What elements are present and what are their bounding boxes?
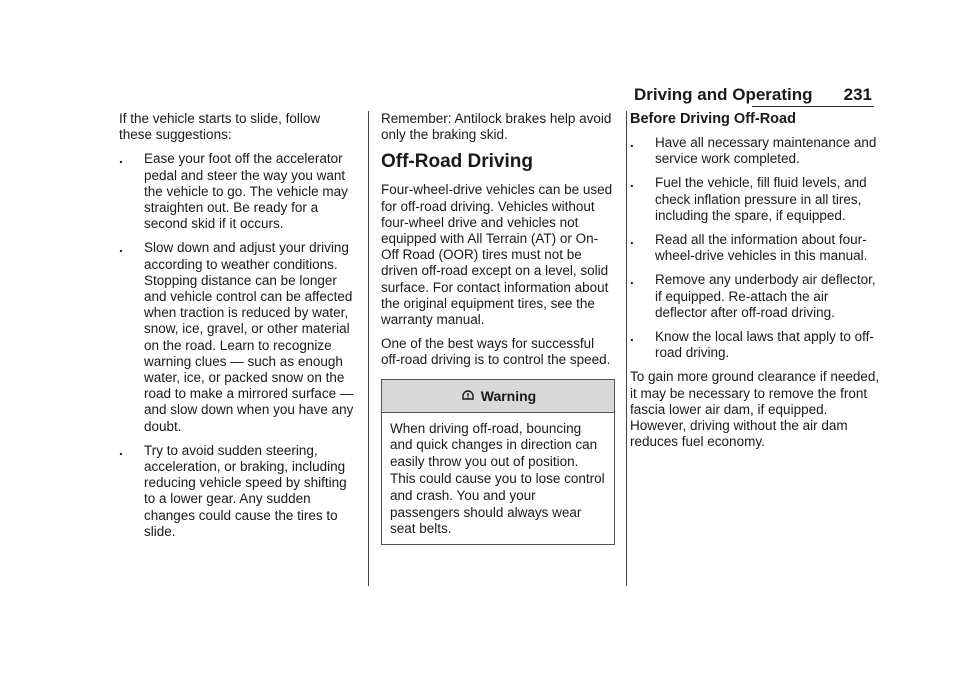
bullet-mark: . bbox=[119, 151, 123, 167]
ground-clearance-paragraph: To gain more ground clearance if needed, it may be necessary to remove the front fascia lower air dam, if equipped. However, driving without the air dam reduces fuel economy. bbox=[630, 369, 880, 450]
bullet-mark: . bbox=[630, 329, 634, 345]
header-rule bbox=[752, 106, 874, 107]
list-item: . Ease your foot off the accelerator pedal and steer the way you want the vehicle to go. The vehicle may straighten out. Be ready for a second skid if it occurs. bbox=[119, 151, 348, 232]
column-1 bbox=[119, 111, 354, 548]
list-item: . Know the local laws that apply to off-road driving. bbox=[630, 329, 874, 361]
bullet-mark: . bbox=[630, 232, 634, 248]
list-item: . Fuel the vehicle, fill fluid levels, and check inflation pressure in all tires, including the spare, if equipped. bbox=[630, 175, 867, 223]
page-number: 231 bbox=[843, 85, 872, 104]
remember-paragraph: Remember: Antilock brakes help avoid only the braking skid. bbox=[381, 111, 612, 143]
slide-suggestions-list bbox=[119, 151, 354, 540]
column-3 bbox=[630, 111, 880, 458]
column-2 bbox=[381, 111, 615, 545]
warning-box bbox=[381, 379, 615, 546]
off-road-paragraph: Four-wheel-drive vehicles can be used for off-road driving. Vehicles without four-wheel drive and vehicles not equipped with All Terrain (AT) or On-Off Road (OOR) tires must not be driven off-road except on a level, solid surface. For contact information about the original equipment tires, see the warranty manual. bbox=[381, 182, 613, 328]
bullet-mark: . bbox=[630, 135, 634, 150]
bullet-mark: . bbox=[630, 175, 634, 191]
list-item: . Try to avoid sudden steering, acceleration, or braking, including reducing vehicle speed by shifting to a lower gear. Any sudden changes could cause the tires to slide. bbox=[119, 442, 347, 539]
warning-icon bbox=[460, 388, 476, 404]
column-divider bbox=[368, 111, 369, 586]
off-road-driving-heading: Off-Road Driving bbox=[381, 151, 533, 173]
list-item: . Remove any underbody air deflector, if equipped. Re-attach the air deflector after off-road driving. bbox=[630, 272, 876, 320]
warning-title: Warning bbox=[480, 387, 537, 404]
before-driving-off-road-heading: Before Driving Off-Road bbox=[630, 111, 796, 127]
list-item: . Have all necessary maintenance and service work completed. bbox=[630, 135, 877, 167]
list-item: . Read all the information about four-wheel-drive vehicles in this manual. bbox=[630, 232, 868, 264]
section-title: Driving and Operating bbox=[634, 85, 813, 104]
bullet-mark: . bbox=[119, 240, 123, 256]
bullet-mark: . bbox=[630, 272, 634, 288]
intro-paragraph: If the vehicle starts to slide, follow these suggestions: bbox=[119, 111, 321, 143]
page-header bbox=[634, 85, 874, 107]
preparation-list bbox=[630, 135, 880, 361]
warning-header bbox=[382, 380, 614, 413]
bullet-mark: . bbox=[119, 442, 123, 458]
speed-paragraph: One of the best ways for successful off-road driving is to control the speed. bbox=[381, 336, 611, 368]
column-divider bbox=[626, 111, 627, 586]
warning-text: When driving off-road, bouncing and quick changes in direction can easily throw you out of position. This could cause you to lose control and crash. You and your passengers should always wear seat belts. bbox=[390, 420, 605, 537]
list-item: . Slow down and adjust your driving according to weather conditions. Stopping distance can be longer and vehicle control can be affected when traction is reduced by water, snow, ice, gravel, or other material on the road. Learn to recognize warning clues — such as enough water, ice, or packed snow on the road to make a mirrored surface — and slow down when you have any doubt. bbox=[119, 240, 354, 434]
